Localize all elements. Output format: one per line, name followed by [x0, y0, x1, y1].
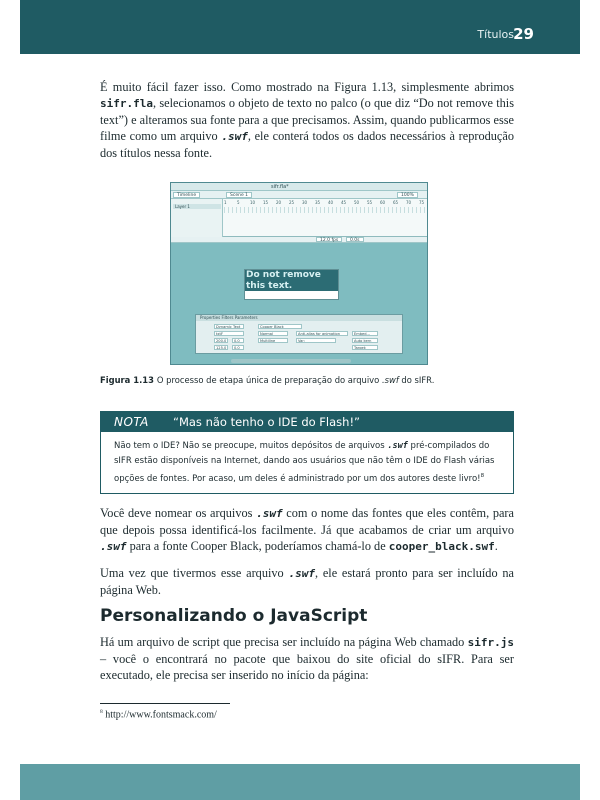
- window-controls-icon: [174, 185, 192, 189]
- ruler-tick: 15: [263, 200, 269, 205]
- running-title: Títulos: [477, 28, 514, 41]
- layer-row: Layer 1: [173, 204, 221, 209]
- ruler-tick: 30: [302, 200, 308, 205]
- stage-text: Do not remove this text.: [245, 270, 338, 291]
- timeline-frames: [224, 207, 428, 213]
- figure-toolbar: [171, 191, 427, 199]
- prop-antialias: Anti-alias for animation: [296, 331, 348, 336]
- prop-y: 0.0: [232, 345, 244, 350]
- properties-panel: [195, 314, 403, 354]
- properties-tabs: Properties Filters Parameters: [196, 315, 402, 321]
- prop-auto-kern: Auto kern: [352, 338, 378, 343]
- ruler-tick: 40: [328, 200, 334, 205]
- prop-font: Cooper Black: [258, 324, 302, 329]
- prop-text-type: Dynamic Text: [214, 324, 244, 329]
- ruler-tick: 65: [393, 200, 399, 205]
- prop-multiline: Multiline: [258, 338, 288, 343]
- note-box: [100, 411, 514, 494]
- section-title: Personalizando o JavaScript: [100, 606, 368, 626]
- prop-embed-button: Embed...: [352, 331, 378, 336]
- figure-flash-screenshot: [170, 182, 428, 365]
- note-header: [101, 412, 513, 432]
- footer-band: [20, 764, 580, 800]
- page-number: 29: [513, 25, 534, 43]
- note-title: “Mas não tenho o IDE do Flash!”: [173, 415, 361, 429]
- ruler-tick: 70: [406, 200, 412, 205]
- ruler-tick: 20: [276, 200, 282, 205]
- prop-height: 125.0: [216, 346, 227, 350]
- paragraph-intro: É muito fácil fazer isso. Como mostrado na Figura 1.13, simplesmente abrimos sifr.fla, selecionamos o objeto de texto no palco (o que diz “Do not remove this text”) e alteramos sua fonte para a que precisamos. Assim, quando publicarmos esse filme como um arquivo .swf, ele conterá todos os dados necessários à reprodução dos títulos nessa fonte.: [100, 80, 514, 161]
- prop-x: 0.0: [232, 338, 244, 343]
- prop-instance-name: txtF: [214, 331, 244, 336]
- prop-width: 200.0: [216, 339, 227, 343]
- timeline-ruler: [224, 200, 428, 206]
- ruler-tick: 5: [237, 200, 240, 205]
- note-label: NOTA: [114, 415, 149, 429]
- prop-var: Var:: [296, 338, 336, 343]
- ruler-tick: 35: [315, 200, 321, 205]
- footnote-url: http://www.fontsmack.com/: [105, 709, 217, 721]
- ruler-tick: 45: [341, 200, 347, 205]
- zoom-field: 100%: [397, 192, 418, 198]
- note-body: Não tem o IDE? Não se preocupe, muitos depósitos de arquivos .swf pré-compilados do sIFR estão disponíveis na Internet, dando aos usuários que não têm o IDE do Flash várias opções de fontes. Por acaso, um deles é administrado por um dos autores deste livro!$^8$: [114, 441, 495, 484]
- status-time: 0.0s: [346, 237, 364, 242]
- header-band: [20, 0, 580, 54]
- window-titlebar: [171, 183, 427, 191]
- paragraph-ready: Uma vez que tivermos esse arquivo .swf, ele estará pronto para ser incluído na página Web.: [100, 566, 514, 598]
- prop-style: Normal: [258, 331, 288, 336]
- paragraph-naming: Você deve nomear os arquivos .swf com o nome das fontes que eles contêm, para que depois possa identificá-los facilmente. Já que acabamos de criar um arquivo .swf para a fonte Cooper Black, poderíamos chamá-lo de cooper_black.swf.: [100, 506, 514, 554]
- figure-caption: Figura 1.13 O processo de etapa única de preparação do arquivo .swf do sIFR.: [100, 375, 435, 385]
- timeline-status: [171, 237, 427, 243]
- ruler-tick: 1: [224, 200, 227, 205]
- footnote-rule: [100, 703, 230, 704]
- scene-label: Scene 1: [226, 192, 252, 198]
- status-fps: 12.0 fps: [316, 237, 342, 242]
- ruler-tick: 50: [354, 200, 360, 205]
- ruler-tick: 10: [250, 200, 256, 205]
- stage-scrollbar: [231, 359, 351, 363]
- footnote: $^8$ http://www.fontsmack.com/: [100, 709, 217, 721]
- ruler-tick: 55: [367, 200, 373, 205]
- paragraph-script: Há um arquivo de script que precisa ser incluído na página Web chamado sifr.js – você o encontrará no pacote que baixou do site oficial do sIFR. Para ser executado, ele precisa ser inserido no início da página:: [100, 635, 514, 683]
- ruler-tick: 25: [289, 200, 295, 205]
- window-title: sifr.fla*: [271, 184, 289, 190]
- ruler-tick: 75: [419, 200, 425, 205]
- prop-target: Target:: [352, 345, 378, 350]
- tab-timeline: Timeline: [173, 192, 200, 198]
- ruler-tick: 60: [380, 200, 386, 205]
